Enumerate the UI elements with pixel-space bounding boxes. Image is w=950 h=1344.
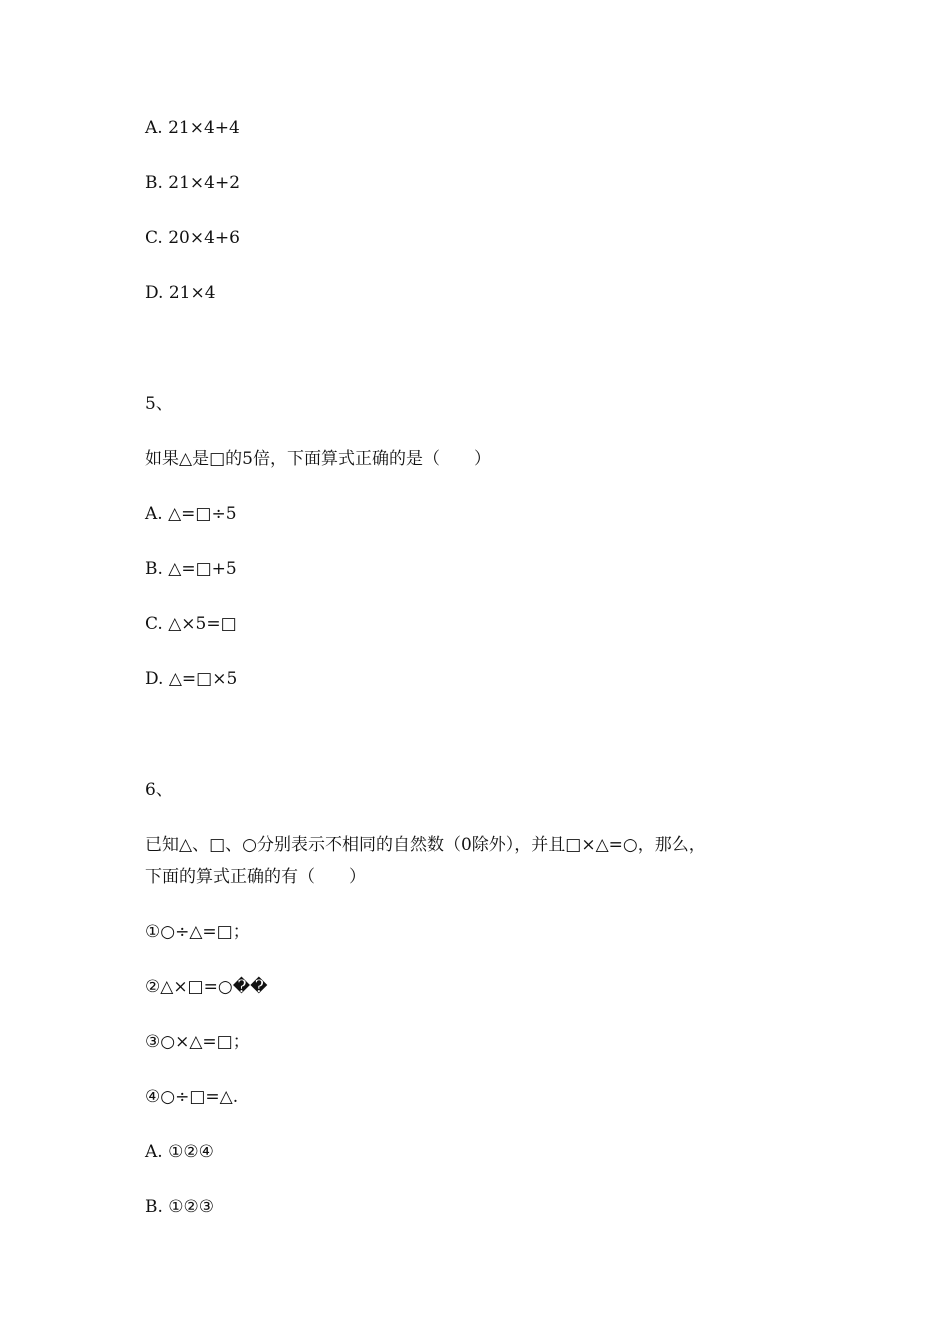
q5-option-c: C. △×5=□ [145, 614, 237, 634]
q4-option-d: D. 21×4 [145, 283, 216, 303]
q5-option-b: B. △=□+5 [145, 559, 237, 579]
q6-question-line1: 已知△、□、○分别表示不相同的自然数（0除外），并且□×△=○，那么， [145, 835, 706, 855]
q6-option-b: B. ①②③ [145, 1197, 215, 1217]
q5-number: 5、 [145, 394, 173, 414]
q6-number: 6、 [145, 780, 173, 800]
q6-statement-1: ①○÷△=□； [145, 922, 250, 942]
q5-question: 如果△是□的5倍，下面算式正确的是（ ） [145, 449, 491, 469]
q4-option-b: B. 21×4+2 [145, 173, 241, 193]
q6-statement-4: ④○÷□=△. [145, 1087, 239, 1107]
q4-option-c: C. 20×4+6 [145, 228, 240, 248]
q5-option-d: D. △=□×5 [145, 669, 238, 689]
q4-option-a: A. 21×4+4 [145, 118, 240, 138]
q6-statement-3: ③○×△=□； [145, 1032, 250, 1052]
q6-question-line2: 下面的算式正确的有（ ） [145, 867, 366, 887]
q5-option-a: A. △=□÷5 [145, 504, 237, 524]
q6-statement-2: ②△×□=○�� [145, 977, 268, 997]
q6-option-a: A. ①②④ [145, 1142, 214, 1162]
